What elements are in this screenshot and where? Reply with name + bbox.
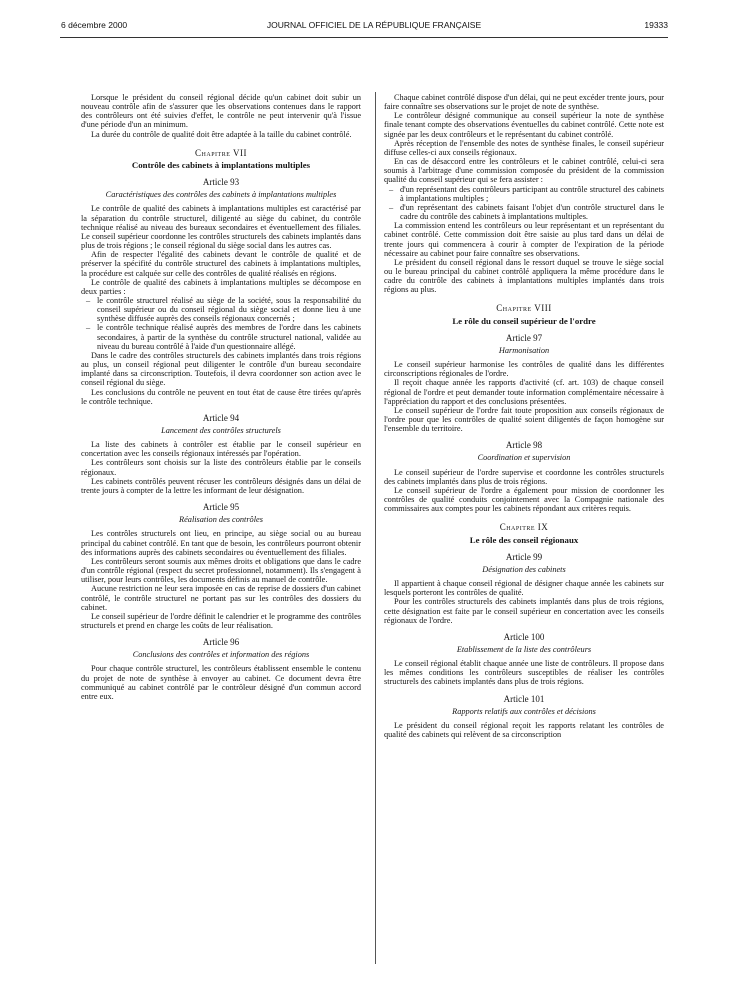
- paragraph: Lorsque le président du conseil régional décide qu'un cabinet doit subir un nouveau contrôle afin de s'assurer que les observations contenues dans le rapport des contrôleurs ont été suivies d'effet, le contrôle ne peut intervenir qu'à l'issue d'une période d'un an minimum.: [81, 93, 361, 130]
- article-subtitle: Rapports relatifs aux contrôles et décisions: [452, 706, 596, 716]
- paragraph: Les contrôleurs seront soumis aux mêmes droits et obligations que dans le cadre d'un contrôle régional (respect du secret professionnel, notamment). Ils s'engagent à utiliser, pour leurs contrôles, les documents définis au manuel de contrôle.: [81, 556, 361, 585]
- paragraph: Aucune restriction ne leur sera imposée en cas de reprise de dossiers d'un cabinet contrôlé, le contrôle structurel ne portant pas sur les contrôles des dossiers du cabinet.: [81, 584, 361, 612]
- article-subtitle: Harmonisation: [498, 345, 550, 355]
- paragraph: Le conseil supérieur de l'ordre a également pour mission de coordonner les contrôles de qualité conduits conjointement avec la Compagnie nationale des commissaires aux comptes pour les cabinets répondant aux critères requis.: [384, 485, 664, 514]
- dash-list: [384, 185, 664, 222]
- article-heading: Article 94: [202, 412, 240, 423]
- paragraph: Les conclusions du contrôle ne peuvent en tout état de cause être tirées qu'après le contrôle technique.: [81, 387, 361, 406]
- header-rule: [60, 37, 668, 38]
- article-subtitle: Réalisation des contrôles: [179, 515, 263, 525]
- chapter-title: Contrôle des cabinets à implantations multiples: [131, 159, 311, 170]
- paragraph: La commission entend les contrôleurs ou leur représentant et un représentant du cabinet contrôlé. Cette commission doit être saisie au plus tard dans un délai de trente jours qui commencera à courir à compter de l'expiration de la période nécessaire au cabinet pour faire connaître ses observations.: [384, 221, 664, 258]
- article-heading: Article 93: [202, 177, 240, 188]
- article-heading: Article 96: [202, 637, 240, 648]
- right-column: [384, 93, 664, 739]
- paragraph: Les contrôleurs sont choisis sur la liste des contrôleurs établie par le conseils régionaux.: [81, 458, 361, 477]
- paragraph: Le contrôle de qualité des cabinets à implantations multiples se décompose en deux parties :: [81, 277, 361, 296]
- chapter-heading: Chapitre VIII: [496, 303, 552, 314]
- paragraph: Pour chaque contrôle structurel, les contrôleurs établissent ensemble le contenu du projet de note de synthèse à envoyer au cabinet. Ce document devra être communiqué au cabinet contrôlé par le contrôleur désigné d'un commun accord entre eux.: [81, 664, 361, 701]
- article-heading: Article 99: [505, 551, 543, 562]
- article-heading: Article 97: [505, 332, 543, 343]
- paragraph: La liste des cabinets à contrôler est établie par le conseil supérieur en concertation avec les conseils régionaux intéressés par l'opération.: [81, 440, 361, 459]
- paragraph: La durée du contrôle de qualité doit être adaptée à la taille du cabinet contrôlé.: [90, 129, 352, 139]
- paragraph: Le président du conseil régional dans le ressort duquel se trouve le siège social ou le bureau principal du cabinet contrôlé appliquera la même procédure dans le cadre du contrôle des cabinets à implantations multiples implantés dans trois régions au plus.: [384, 257, 664, 295]
- dash-list: [81, 296, 361, 351]
- list-item: – le contrôle technique réalisé auprès des membres de l'ordre dans les cabinets secondaires, à partir de la synthèse du contrôle structurel national, validée au niveau du bureau contrôlé à l'aide d'un questionnaire allégé.: [81, 323, 361, 350]
- chapter-title: Le rôle du conseil supérieur de l'ordre: [452, 315, 596, 326]
- header-date: 6 décembre 2000: [61, 20, 128, 30]
- paragraph: Le contrôleur désigné communique au conseil supérieur la note de synthèse finale tenant compte des observations éventuelles du cabinet contrôlé. Cette note est signée par les deux contrôleurs et le représentant du cabinet contrôlé.: [384, 111, 664, 139]
- chapter-title: Le rôle des conseil régionaux: [469, 534, 579, 545]
- paragraph: Chaque cabinet contrôlé dispose d'un délai, qui ne peut excéder trente jours, pour faire connaître ses observations sur le projet de note de synthèse.: [384, 93, 664, 112]
- page-number: 19333: [644, 20, 668, 30]
- chapter-heading: Chapitre IX: [499, 522, 549, 533]
- paragraph: Le conseil supérieur de l'ordre supervise et coordonne les contrôles structurels des cabinets implantés dans plus de trois régions.: [384, 467, 664, 486]
- journal-title: JOURNAL OFFICIEL DE LA RÉPUBLIQUE FRANÇAISE: [266, 20, 482, 30]
- paragraph: Afin de respecter l'égalité des cabinets devant le contrôle de qualité et de préserver la spécifité du contrôle structurel des cabinets à implantations multiples, la procédure est calquée sur celle des contrôles de qualité réalisés en régions.: [81, 250, 361, 278]
- article-subtitle: Lancement des contrôles structurels: [161, 426, 281, 435]
- paragraph: Il appartient à chaque conseil régional de désigner chaque année les cabinets sur lesquels porteront les contrôles de qualité.: [384, 579, 664, 598]
- article-subtitle: Conclusions des contrôles et information des régions: [132, 650, 310, 660]
- paragraph: En cas de désaccord entre les contrôleurs et le cabinet contrôlé, celui-ci sera soumis à l'arbitrage d'une commission composée du président de la commission qualité du conseil supérieur qui se fera assister :: [384, 157, 664, 185]
- list-item: – le contrôle structurel réalisé au siège de la société, sous la responsabilité du conseil supérieur ou du conseil régional du siège social et donne lieu à une synthèse diffusée auprès des conseils régionaux concernés ;: [81, 296, 361, 323]
- list-item: – d'un représentant des cabinets faisant l'objet d'un contrôle structurel dans le cadre du contrôle des cabinets à implantations multiples.: [384, 203, 664, 221]
- paragraph: Le conseil régional établit chaque année une liste de contrôleurs. Il propose dans les mêmes conditions les contrôleurs susceptibles de réaliser les contrôles structurels des cabinets implantés dans plus de trois régions.: [384, 659, 664, 687]
- article-heading: Article 101: [503, 693, 545, 704]
- paragraph: Le contrôle de qualité des cabinets à implantations multiples est caractérisé par la séparation du contrôle structurel, diligenté au siège du cabinet, du contrôle technique réalisé au niveau des bureaux secondaires et éventuellement des filiales. Le conseil supérieur coordonne les contrôles structurels des cabinets implantés dans plus de trois régions ; le conseil régional du siège social dans les autres cas.: [81, 204, 361, 251]
- article-subtitle: Coordination et supervision: [477, 453, 571, 463]
- article-heading: Article 95: [202, 502, 240, 513]
- article-subtitle: Etablissement de la liste des contrôleurs: [456, 644, 592, 654]
- chapter-heading: Chapitre VII: [195, 147, 247, 158]
- list-item: – d'un représentant des contrôleurs participant au contrôle structurel des cabinets à implantations multiples ;: [384, 185, 664, 203]
- paragraph: Le président du conseil régional reçoit les rapports relatant les contrôles de qualité des cabinets qui relèvent de sa circonscription: [384, 720, 664, 740]
- column-divider: [375, 92, 376, 964]
- paragraph: Les cabinets contrôlés peuvent récuser les contrôleurs désignés dans un délai de trente jours à compter de la lettre les informant de leur désignation.: [81, 476, 361, 495]
- paragraph: Le conseil supérieur de l'ordre définit le calendrier et le programme des contrôles structurels et prend en charge les coûts de leur réalisation.: [81, 611, 361, 630]
- paragraph: Dans le cadre des contrôles structurels des cabinets implantés dans trois régions au plus, un conseil régional peut diligenter le contrôle d'un bureau secondaire implanté dans sa circonscription. Toutefois, il devra coordonner son action avec le conseil régional du siège.: [81, 350, 361, 388]
- paragraph: Pour les contrôles structurels des cabinets implantés dans plus de trois régions, cette désignation est faite par le conseil supérieur en concertation avec les conseils régionaux de l'ordre.: [384, 597, 664, 625]
- article-subtitle: Désignation des cabinets: [482, 564, 566, 574]
- article-heading: Article 100: [503, 631, 545, 642]
- paragraph: Les contrôles structurels ont lieu, en principe, au siège social ou au bureau principal du cabinet contrôlé. En tant que de besoin, les contrôleurs pourront obtenir des informations auprès des cabinets secondaires ou éventuellement des filiales.: [81, 529, 361, 557]
- article-subtitle: Caractéristiques des contrôles des cabinets à implantations multiples: [105, 190, 337, 200]
- paragraph: Après réception de l'ensemble des notes de synthèse finales, le conseil supérieur diffuse celles-ci aux conseils régionaux.: [384, 138, 664, 157]
- left-column: [81, 93, 361, 701]
- article-heading: Article 98: [505, 440, 543, 451]
- paragraph: Il reçoit chaque année les rapports d'activité (cf. art. 103) de chaque conseil régional de l'ordre et peut demander toute information complémentaire nécessaire à l'appréciation du rapport et des conclusions présentées.: [384, 378, 664, 406]
- paragraph: Le conseil supérieur de l'ordre fait toute proposition aux conseils régionaux de l'ordre pour que les contrôles de qualité soient diligentés de façon homogène sur l'ensemble du territoire.: [384, 405, 664, 434]
- paragraph: Le conseil supérieur harmonise les contrôles de qualité dans les différentes circonscriptions régionales de l'ordre.: [384, 360, 664, 379]
